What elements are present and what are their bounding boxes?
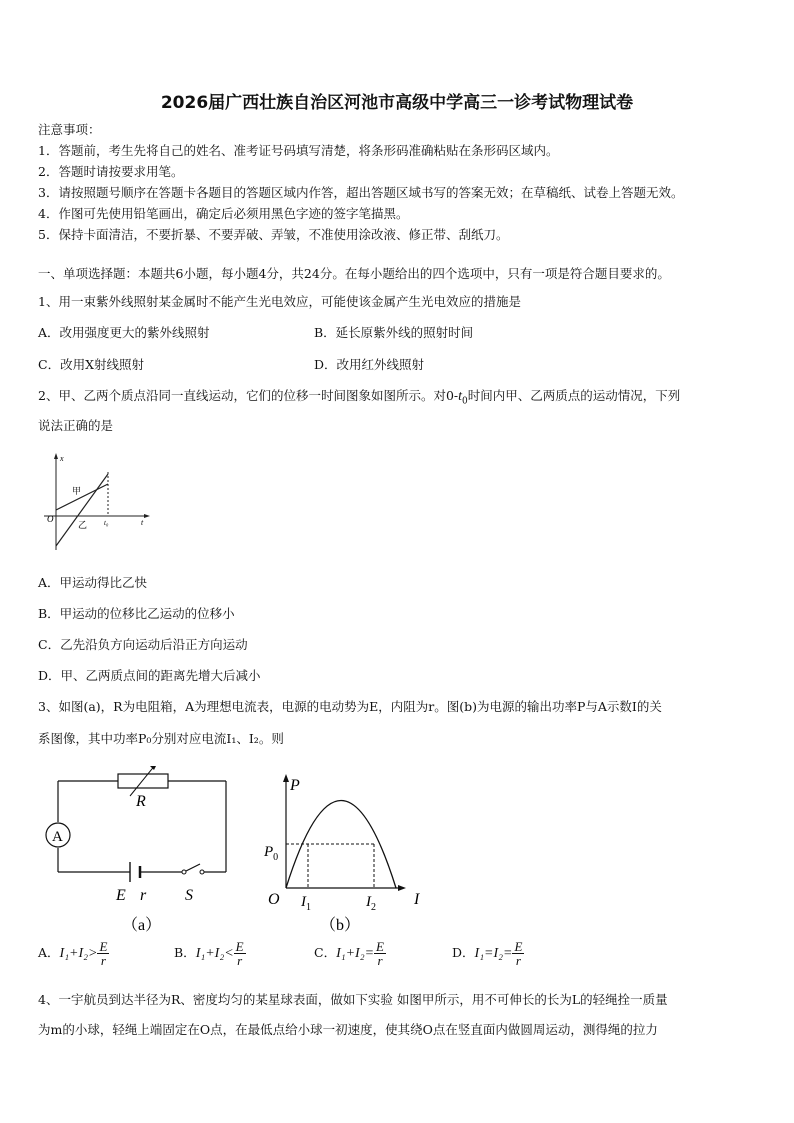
- axis-p-label: P: [290, 777, 300, 794]
- origin-label: O: [268, 891, 280, 908]
- q3-option-b: B．I₁+I₂< $\frac{E}{r}$: [174, 939, 244, 968]
- question-1-stem: 1、用一束紫外线照射某金属时不能产生光电效应，可能使该金属产生光电效应的措施是: [38, 294, 521, 309]
- notice-item: 1．答题前，考生先将自己的姓名、准考证号码填写清楚，将条形码准确粘贴在条形码区域内。: [38, 143, 559, 158]
- fraction: $\frac{E}{r}$: [376, 939, 384, 968]
- q2-option-b: B．甲运动的位移比乙运动的位移小: [38, 606, 235, 621]
- resistor-label: R: [136, 793, 146, 810]
- question-2-stem-cont: 说法正确的是: [38, 418, 114, 433]
- graph-caption: （b）: [320, 917, 361, 934]
- fraction: $\frac{E}{r}$: [235, 939, 244, 968]
- notice-heading: 注意事项：: [38, 122, 101, 137]
- q1-option-b: B．延长原紫外线的照射时间: [314, 325, 474, 340]
- q1-option-c: C．改用X射线照射: [38, 357, 144, 372]
- i2-label: $I_2$: [366, 894, 376, 913]
- origin-label: O: [47, 514, 54, 524]
- label-yi: 乙: [78, 520, 88, 530]
- question-3-stem-cont: 系图像，其中功率P₀分别对应电流I₁、I₂。则: [38, 731, 284, 746]
- i1-label: $I_1$: [301, 894, 311, 913]
- circuit-diagram: [44, 766, 244, 936]
- switch-contact: [182, 870, 186, 874]
- axis-x-label: x: [60, 454, 64, 463]
- power-current-graph: [262, 768, 432, 938]
- q2-option-c: C．乙先沿负方向运动后沿正方向运动: [38, 637, 248, 652]
- q3-option-c: C．I₁+I₂= $\frac{E}{r}$: [314, 939, 384, 968]
- ammeter-label: A: [52, 829, 63, 845]
- q2-option-a: A．甲运动得比乙快: [38, 575, 148, 590]
- notice-item: 3．请按照题号顺序在答题卡各题目的答题区域内作答，超出答题区域书写的答案无效；在草稿纸、试卷上答题无效。: [38, 185, 684, 200]
- resistor-box: [118, 774, 168, 788]
- q3-option-d: D．I₁=I₂= $\frac{E}{r}$: [452, 939, 523, 968]
- q1-option-a: A．改用强度更大的紫外线照射: [38, 325, 210, 340]
- notice-item: 4．作图可先使用铅笔画出，确定后必须用黑色字迹的签字笔描黑。: [38, 206, 409, 221]
- internal-resistance-label: r: [140, 887, 147, 904]
- p0-label: $P_0$: [264, 844, 279, 863]
- switch-label: S: [185, 887, 193, 904]
- notice-item: 5．保持卡面清洁，不要折暴、不要弄破、弄皱，不准使用涂改液、修正带、刮纸刀。: [38, 227, 509, 242]
- fraction: $\frac{E}{r}$: [514, 939, 523, 968]
- question-3-stem: 3、如图(a)，R为电阻箱，A为理想电流表，电源的电动势为E，内阻为r。图(b)为电源的输出功率P与A示数I的关: [38, 699, 662, 714]
- question-4-stem-cont: 为m的小球，轻绳上端固定在O点，在最低点给小球一初速度，使其绕O点在竖直面内做圆周运动，测得绳的拉力: [38, 1022, 658, 1037]
- switch-contact: [200, 870, 204, 874]
- notice-item: 2．答题时请按要求用笔。: [38, 164, 184, 179]
- fraction: $\frac{E}{r}$: [99, 939, 108, 968]
- question-2-stem: 2、甲、乙两个质点沿同一直线运动，它们的位移一时间图象如图所示。对$0-t_0$时间内甲、乙两质点的运动情况，下列: [38, 388, 681, 407]
- circuit-caption: （a）: [122, 917, 162, 934]
- displacement-time-graph: [40, 450, 160, 554]
- axis-i-label: I: [414, 891, 420, 908]
- question-4-stem: 4、一宇航员到达半径为R、密度均匀的某星球表面，做如下实验 如图甲所示，用不可伸长的长为L的轻绳拴一质量: [38, 992, 668, 1007]
- label-jia: 甲: [72, 486, 82, 496]
- q2-option-d: D．甲、乙两质点间的距离先增大后减小: [38, 668, 261, 683]
- page-title: 2026届广西壮族自治区河池市高级中学高三一诊考试物理试卷: [160, 93, 634, 113]
- emf-label: E: [116, 887, 126, 904]
- axis-t-label: t: [141, 518, 144, 527]
- q3-option-a: A．I₁+I₂> $\frac{E}{r}$: [38, 939, 108, 968]
- section-heading: 一、单项选择题：本题共6小题，每小题4分，共24分。在每小题给出的四个选项中，只有一项是符合题目要求的。: [38, 266, 670, 281]
- q1-option-d: D．改用红外线照射: [314, 357, 425, 372]
- t0-label: t₀: [104, 519, 109, 527]
